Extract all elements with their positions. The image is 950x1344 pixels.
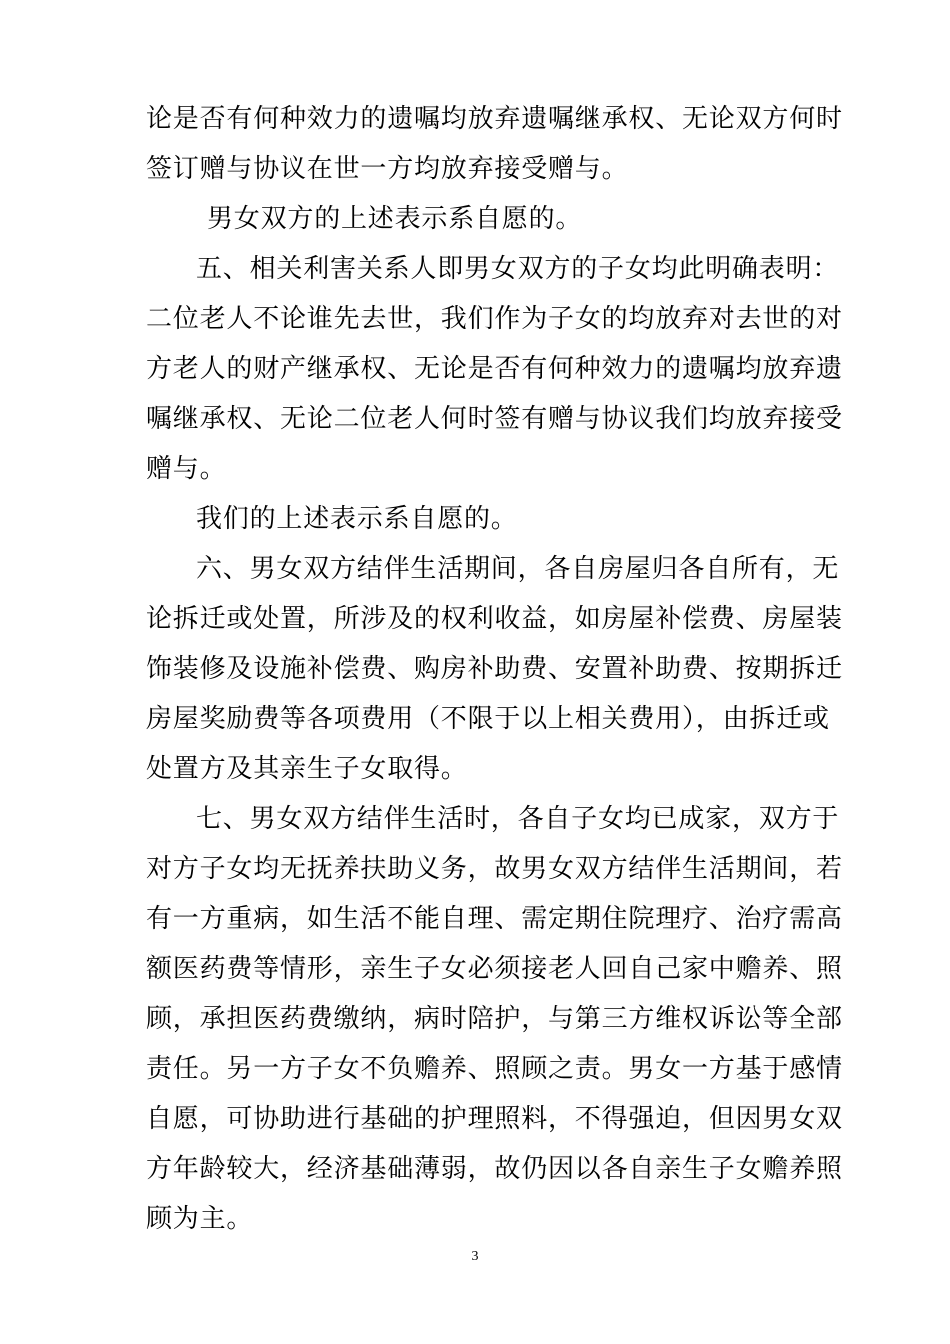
text-line: 男女双方的上述表示系自愿的。 bbox=[207, 204, 583, 234]
text-line: 房屋奖励费等各项费用（不限于以上相关费用），由拆迁或 bbox=[146, 704, 830, 734]
text-line: 方年龄较大，经济基础薄弱，故仍因以各自亲生子女赡养照 bbox=[146, 1154, 843, 1184]
text-line: 饰装修及设施补偿费、购房补助费、安置补助费、按期拆迁 bbox=[146, 654, 843, 684]
text-line: 六、男女双方结伴生活期间，各自房屋归各自所有，无 bbox=[196, 554, 840, 584]
text-line: 七、男女双方结伴生活时，各自子女均已成家，双方于 bbox=[196, 804, 840, 834]
text-line: 论拆迁或处置，所涉及的权利收益，如房屋补偿费、房屋装 bbox=[146, 604, 843, 634]
text-line: 方老人的财产继承权、无论是否有何种效力的遗嘱均放弃遗 bbox=[146, 354, 843, 384]
text-line: 顾，承担医药费缴纳，病时陪护，与第三方维权诉讼等全部 bbox=[146, 1004, 843, 1034]
text-line: 对方子女均无抚养扶助义务，故男女双方结伴生活期间，若 bbox=[146, 854, 843, 884]
text-line: 嘱继承权、无论二位老人何时签有赠与协议我们均放弃接受 bbox=[146, 404, 843, 434]
text-line: 有一方重病，如生活不能自理、需定期住院理疗、治疗需高 bbox=[146, 904, 843, 934]
text-line: 五、相关利害关系人即男女双方的子女均此明确表明： bbox=[196, 254, 840, 284]
text-line: 处置方及其亲生子女取得。 bbox=[146, 754, 468, 784]
text-line: 签订赠与协议在世一方均放弃接受赠与。 bbox=[146, 154, 629, 184]
text-line: 责任。另一方子女不负赡养、照顾之责。男女一方基于感情 bbox=[146, 1054, 843, 1084]
text-line: 额医药费等情形，亲生子女必须接老人回自己家中赡养、照 bbox=[146, 954, 843, 984]
page-number: 3 bbox=[471, 1249, 479, 1264]
text-line: 我们的上述表示系自愿的。 bbox=[196, 504, 518, 534]
text-line: 赠与。 bbox=[146, 454, 227, 484]
text-line: 自愿，可协助进行基础的护理照料，不得强迫，但因男女双 bbox=[146, 1104, 843, 1134]
text-line: 论是否有何种效力的遗嘱均放弃遗嘱继承权、无论双方何时 bbox=[146, 104, 843, 134]
text-line: 二位老人不论谁先去世，我们作为子女的均放弃对去世的对 bbox=[146, 304, 843, 334]
text-line: 顾为主。 bbox=[146, 1204, 254, 1234]
